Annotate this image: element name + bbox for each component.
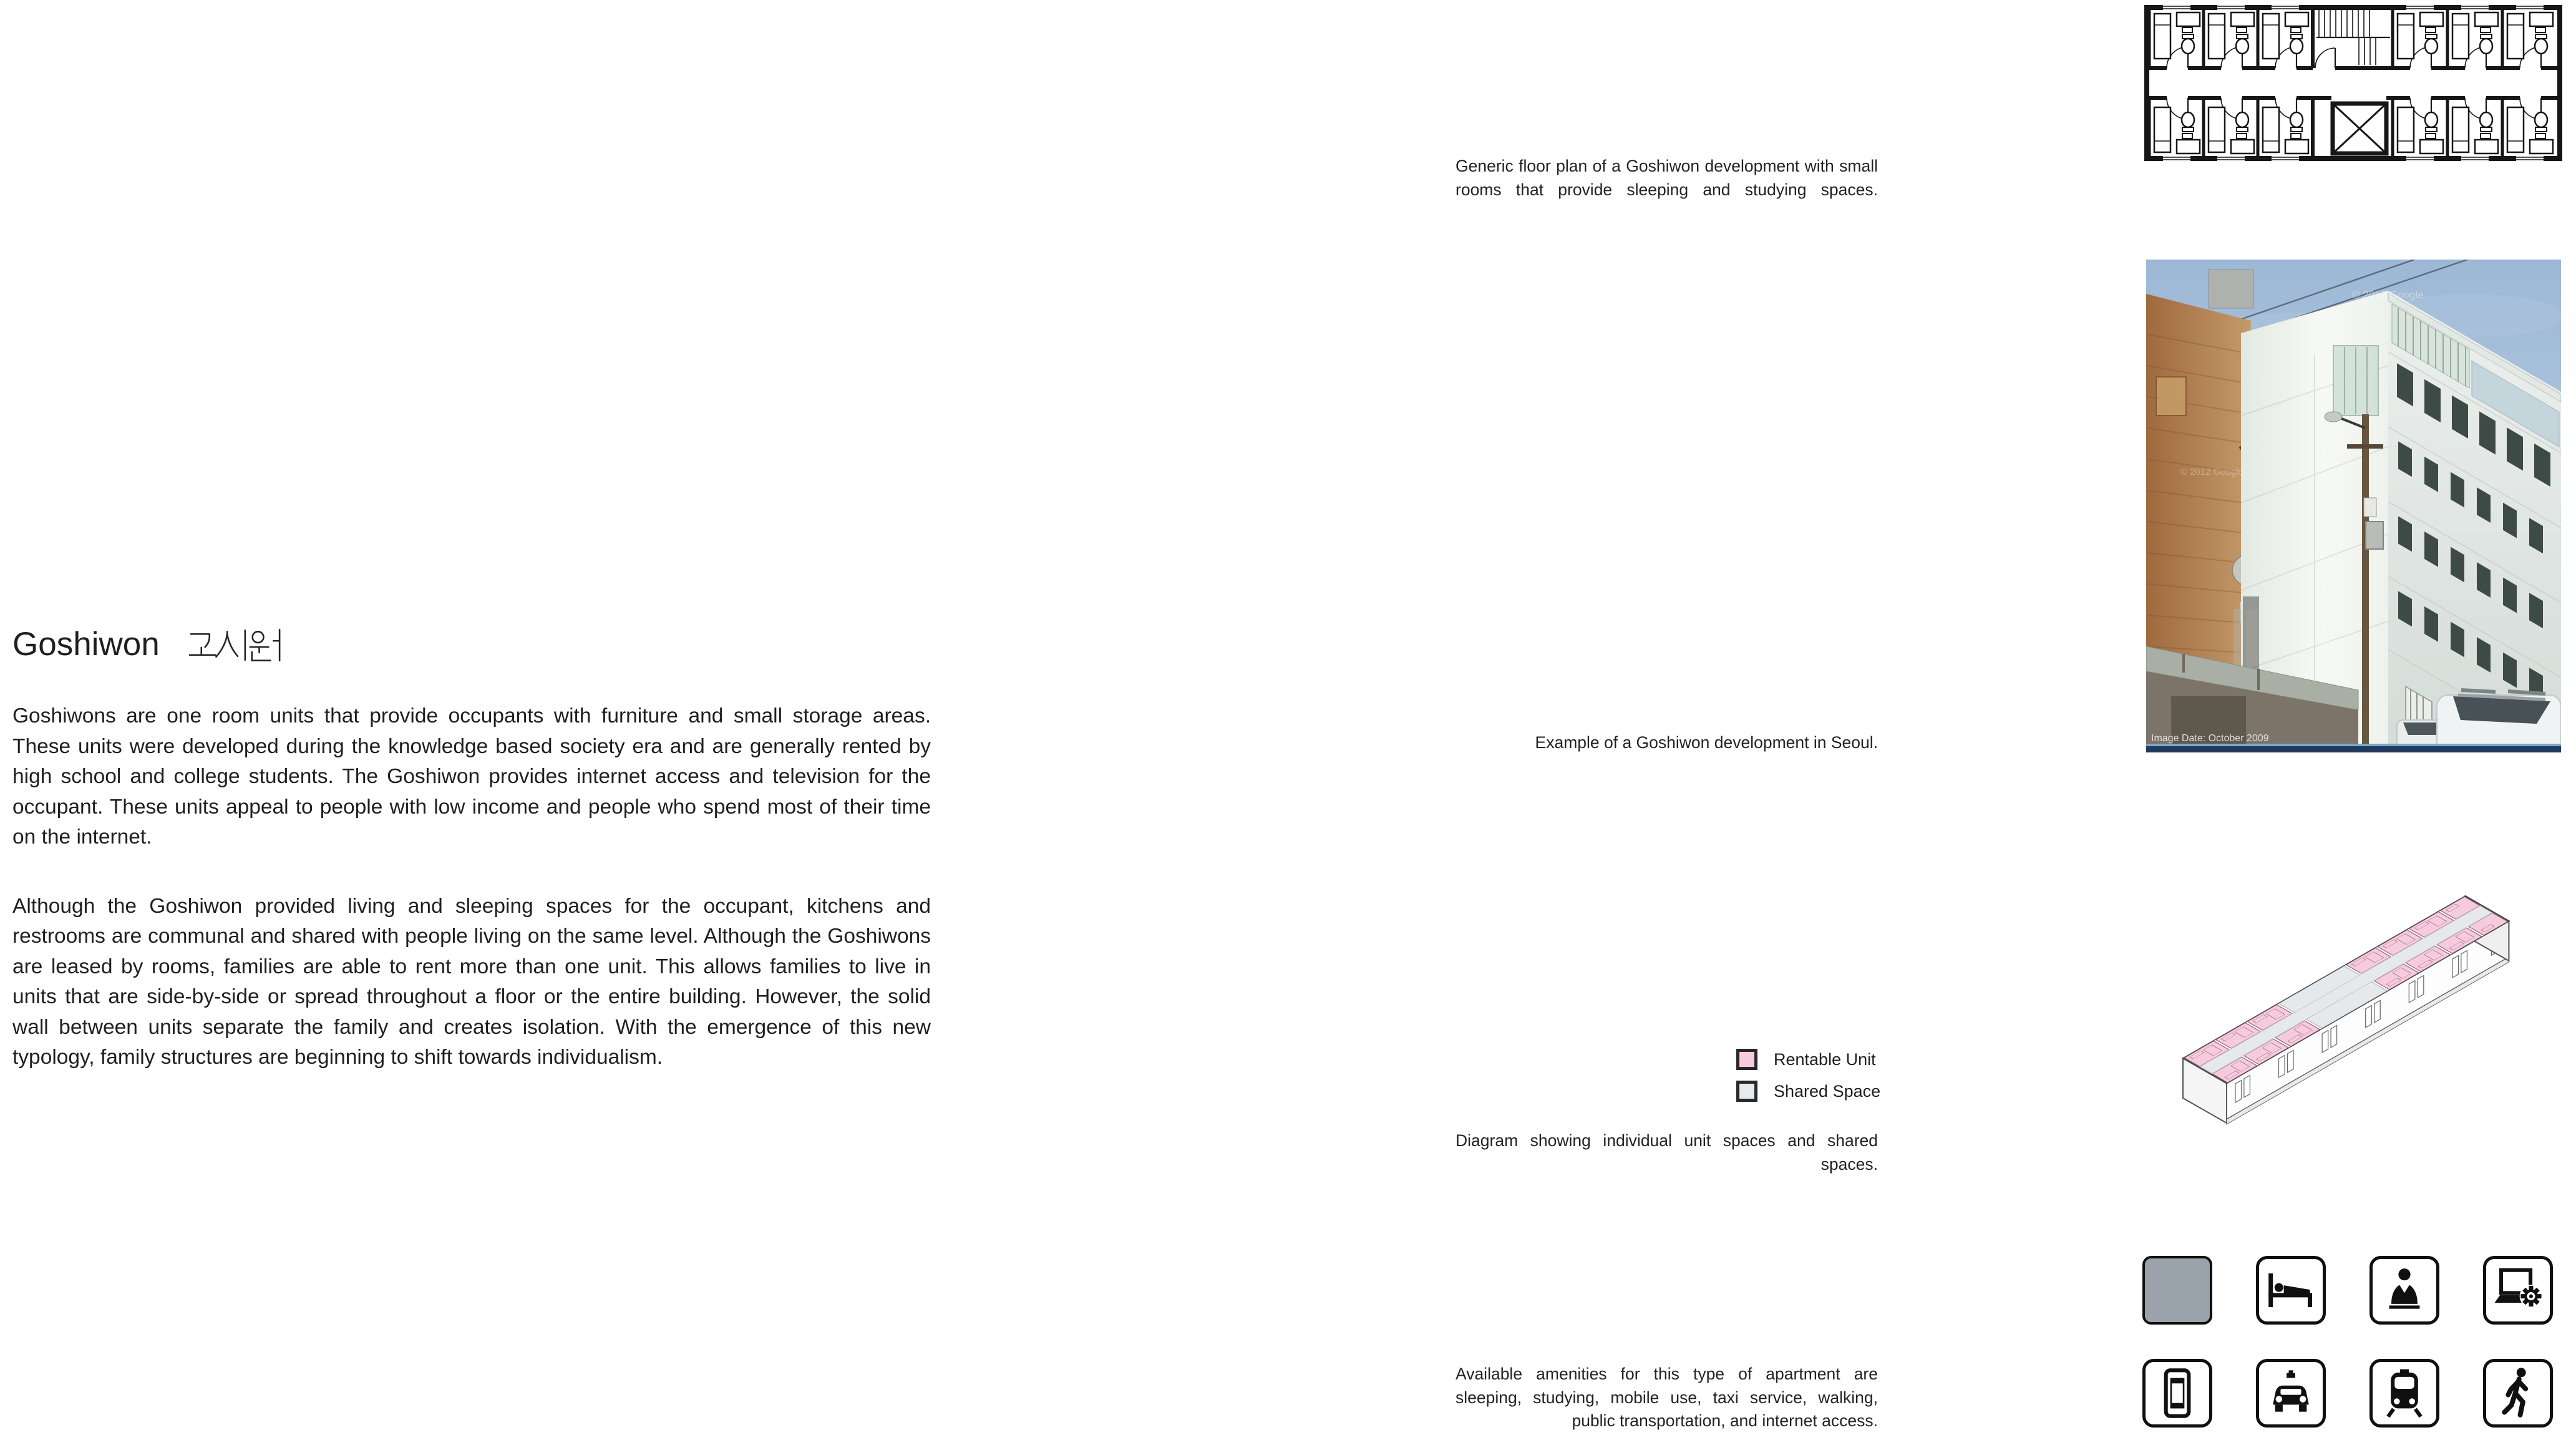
google-watermark: © 2012 Google	[2352, 289, 2424, 301]
caption-amenities: Available amenities for this type of apartment are sleeping, studying, mobile use, taxi service, walking, public transportation, and internet access.	[1456, 1364, 1878, 1430]
paragraph-1: Goshiwons are one room units that provide occupants with furniture and small storage areas. These units were developed during the knowledge based society era and are generally rented by high school and college students. The Goshiwon provides internet access and television for the occupant. These units appeal to people with low income and people who spend most of their time on the internet.	[12, 704, 931, 849]
mobile-phone-icon	[2146, 1363, 2209, 1423]
rentable-unit-swatch	[1736, 1049, 1757, 1070]
internet-tile	[2483, 1256, 2553, 1325]
studying-tile	[2369, 1256, 2439, 1325]
rentable-unit-tile	[2142, 1256, 2212, 1325]
hangul-goshiwon-glyphs	[188, 628, 286, 663]
unit-diagram	[2144, 829, 2564, 1165]
caption-axon-diagram: Diagram showing individual unit spaces and shared spaces.	[1456, 1131, 1878, 1174]
legend-label: Shared Space	[1774, 1081, 1881, 1101]
page-title	[12, 628, 286, 661]
person-reading-icon	[2373, 1260, 2436, 1320]
computer-gear-icon	[2487, 1260, 2549, 1320]
title-english: Goshiwon	[12, 626, 160, 663]
goshiwon-street-photo	[2146, 260, 2561, 752]
floor-plan-drawing	[2144, 5, 2562, 161]
legend-item-shared	[1736, 1081, 1879, 1102]
caption-photo: Example of a Goshiwon development in Seoul.	[1535, 733, 1878, 752]
paragraph-2: Although the Goshiwon provided living and sleeping spaces for the occupant, kitchens and restrooms are communal and shared with people living on the same level. Although the Goshiwons are leased by rooms, families are able to rent more than one unit. This allows families to live in units that are side-by-side or spread throughout a floor or the entire building. However, the solid wall between units separate the family and creates isolation. With the emergence of this new typology, family structures are beginning to shift towards individualism.	[12, 894, 931, 1069]
mobile-tile	[2142, 1359, 2212, 1428]
shared-space-swatch	[1736, 1081, 1757, 1102]
train-icon	[2373, 1363, 2436, 1423]
article-body	[12, 701, 931, 1073]
pedestrian-icon	[2487, 1363, 2549, 1423]
walking-tile	[2483, 1359, 2553, 1428]
axon-diagram-figure	[2144, 829, 2564, 1165]
google-watermark: © 2012 Google	[2180, 467, 2244, 477]
taxi-icon	[2260, 1363, 2322, 1423]
bed-icon	[2260, 1260, 2322, 1320]
legend-item-rentable	[1736, 1049, 1879, 1070]
photo-border-dark	[2146, 746, 2561, 752]
transit-tile	[2369, 1359, 2439, 1428]
legend	[1736, 1049, 1879, 1112]
photo-figure	[2146, 260, 2561, 752]
photo-border-light	[2146, 744, 2561, 746]
floor-plan-figure	[2144, 5, 2562, 161]
sleeping-tile	[2256, 1256, 2326, 1325]
legend-label: Rentable Unit	[1774, 1049, 1876, 1069]
title-korean	[188, 628, 286, 663]
taxi-tile	[2256, 1359, 2326, 1428]
caption-floor-plan: Generic floor plan of a Goshiwon development with small rooms that provide sleeping and studying spaces.	[1456, 157, 1878, 199]
image-date-label: Image Date: October 2009	[2151, 733, 2269, 744]
